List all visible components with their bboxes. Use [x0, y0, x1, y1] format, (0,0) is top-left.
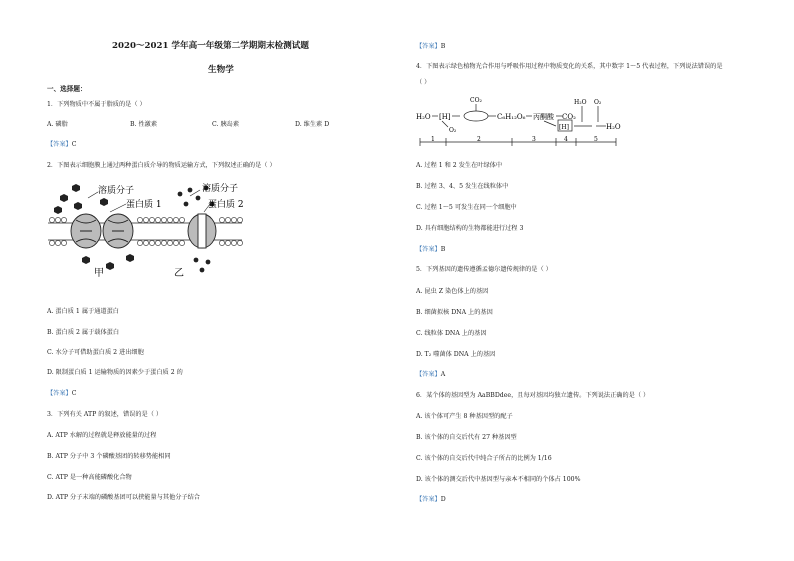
fig-label-protein-1: 蛋白质 1 [126, 200, 162, 210]
q2-option-d: D. 限制蛋白质 1 运输物质的因素少于蛋白质 2 的 [47, 369, 183, 376]
q4-stem-line2: （ ） [416, 79, 431, 86]
q3-option-d: D. ATP 分子末端的磷酸基团可以挟能量与其他分子结合 [47, 494, 200, 501]
fig4-h-1: [H] [439, 113, 451, 121]
q2-answer: 【答案】C [47, 390, 77, 397]
q2-option-a: A. 蛋白质 1 属于通道蛋白 [47, 308, 119, 315]
q1-option-d: D. 维生素 D [295, 121, 330, 128]
q4-option-a: A. 过程 1 和 2 发生在叶绿体中 [416, 162, 503, 169]
q6-option-d: D. 该个体的测交后代中基因型与亲本不相同的个体占 100% [416, 476, 581, 483]
q3-option-b: B. ATP 分子中 3 个磷酸基团的转移势能相同 [47, 453, 171, 460]
q1-option-c: C. 胰岛素 [212, 121, 240, 128]
q2-option-b: B. 蛋白质 2 属于载体蛋白 [47, 329, 120, 336]
fig4-h2o-left: H₂O [416, 113, 431, 121]
subject-title: 生物学 [208, 65, 234, 75]
q3-stem: 3．下列有关 ATP 的叙述，错误的是（ ） [47, 411, 163, 418]
fig-label-solute-a: 溶质分子 [98, 186, 135, 196]
q6-option-c: C. 该个体的自交后代中纯合子所占的比例为 1/16 [416, 455, 552, 462]
page-title: 2020～2021 学年高一年级第二学期期末检测试题 [112, 41, 309, 51]
fig4-h2o-right: H₂O [606, 123, 621, 131]
q4-option-d: D. 具有细胞结构的生物都能进行过程 3 [416, 225, 524, 232]
q2-stem: 2．下图表示细胞膜上通过两种蛋白质介导的物质运输方式，下列叙述正确的是（ ） [47, 162, 276, 169]
q6-answer: 【答案】D [416, 496, 446, 503]
q4-stem-line1: 4．下图表示绿色植物光合作用与呼吸作用过程中物质变化的关系，其中数字 1～5 代表过程，下列说法错误的是 [416, 63, 723, 70]
fig4-process-2: 2 [477, 136, 481, 143]
fig-label-jia: 甲 [94, 268, 104, 278]
fig4-h2o-top: H₂O [574, 99, 587, 106]
fig4-co2-mid: CO₂ [562, 113, 576, 121]
section-heading: 一、选择题： [47, 85, 87, 93]
fig-label-solute-b: 溶质分子 [202, 184, 239, 194]
fig4-o2-top: O₂ [594, 99, 602, 106]
q6-option-a: A. 该个体可产生 8 种基因型的配子 [416, 413, 513, 420]
q1-option-b: B. 性激素 [130, 121, 158, 128]
fig4-process-4: 4 [564, 136, 568, 143]
q2-option-c: C. 水分子可借助蛋白质 2 进出细胞 [47, 349, 144, 356]
fig4-process-1: 1 [431, 136, 435, 143]
q4-answer: 【答案】B [416, 246, 446, 253]
q5-option-c: C. 线粒体 DNA 上的基因 [416, 330, 487, 337]
q5-answer: 【答案】A [416, 371, 446, 378]
q3-option-c: C. ATP 是一种高能磷酸化合物 [47, 474, 132, 481]
fig4-pyruvate: 丙酮酸 [533, 113, 554, 121]
q4-option-b: B. 过程 3、4、5 发生在线粒体中 [416, 183, 509, 190]
q5-option-b: B. 细菌拟核 DNA 上的基因 [416, 309, 493, 316]
q1-stem: 1．下列物质中不属于脂质的是（ ） [47, 101, 146, 108]
fig4-process-5: 5 [594, 136, 598, 143]
q5-stem: 5．下列基因的遗传遵循孟德尔遗传规律的是（ ） [416, 266, 552, 273]
protein-2-channel [188, 214, 216, 248]
membrane-transport-figure [40, 178, 270, 278]
q6-stem: 6．某个体的基因型为 AaBBDdee，且每对基因均独立遗传。下列说法正确的是（ ） [416, 392, 650, 399]
fig4-c6h12o6: C₆H₁₂O₆ [497, 113, 526, 121]
protein-1-carrier [71, 214, 133, 248]
q5-option-d: D. T₂ 噬菌体 DNA 上的基因 [416, 351, 496, 358]
q3-option-a: A. ATP 水解的过程就是释放能量的过程 [47, 432, 157, 439]
fig4-co2-top: CO₂ [470, 97, 482, 104]
q5-option-a: A. 昆虫 Z 染色体上的基因 [416, 288, 489, 295]
fig-label-yi: 乙 [174, 268, 184, 278]
fig-label-protein-2: 蛋白质 2 [208, 200, 244, 210]
fig4-o2-low: O₂ [449, 127, 457, 134]
q6-option-b: B. 该个体的自交后代有 27 种基因型 [416, 434, 517, 441]
q1-answer: 【答案】C [47, 141, 77, 148]
prev-answer: 【答案】B [416, 43, 446, 50]
q1-option-a: A. 磷脂 [47, 121, 68, 128]
photosynthesis-respiration-figure [416, 94, 626, 154]
fig4-h-2: [H] [559, 124, 569, 131]
q4-option-c: C. 过程 1～5 可发生在同一个细胞中 [416, 204, 517, 211]
fig4-process-3: 3 [532, 136, 536, 143]
